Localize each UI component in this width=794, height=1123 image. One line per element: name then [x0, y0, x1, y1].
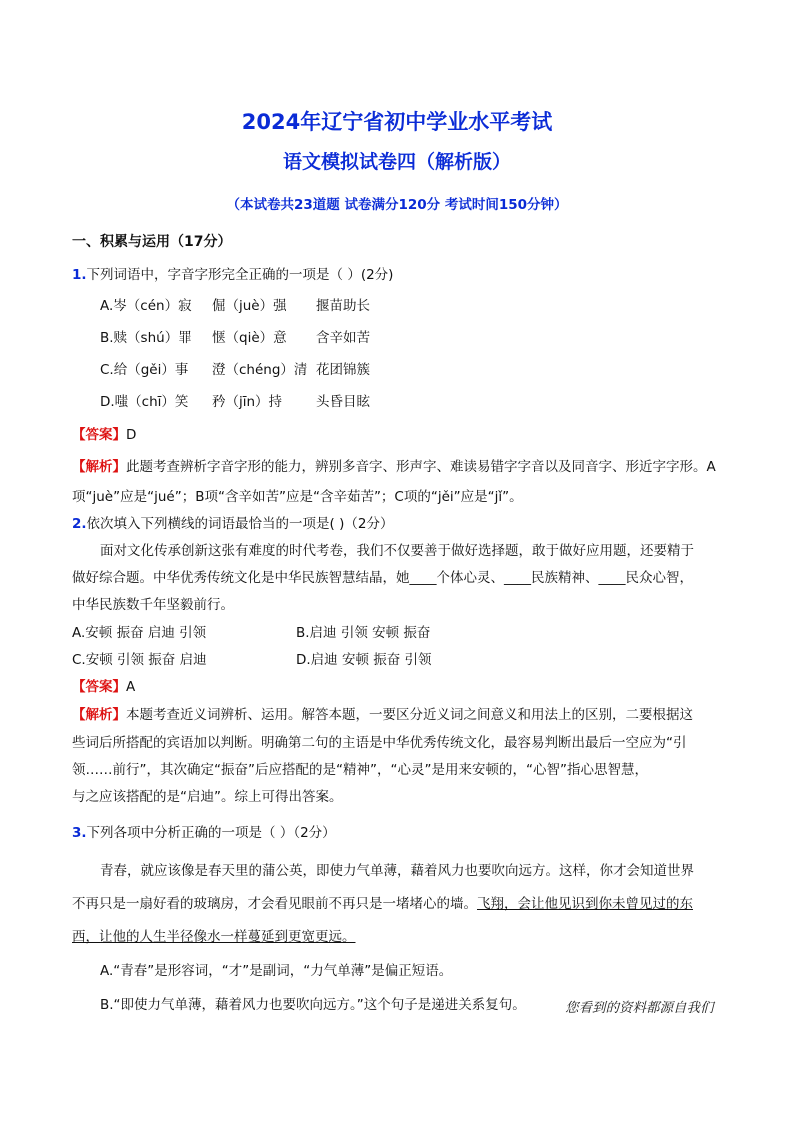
q3-passage-plain: 不再只是一扇好看的玻璃房，才会看见眼前不再只是一堵堵心的墙。 [72, 896, 477, 912]
answer-value: D [126, 427, 137, 443]
q2-passage-line1: 面对文化传承创新这张有难度的时代考卷，我们不仅要善于做好选择题，敢于做好应用题，还要精于 [100, 543, 694, 559]
answer-tag: 【答案】 [72, 679, 126, 695]
option-b-2: 惬（qiè）意 [212, 330, 287, 346]
option-d-1: D.嗤（chī）笑 [100, 394, 189, 410]
answer-tag: 【答案】 [72, 427, 126, 443]
question-number: 1. [72, 267, 87, 283]
q3-option-b: B.“即使力气单薄，藉着风力也要吹向远方。”这个句子是递进关系复句。 [100, 997, 526, 1013]
answer-2 [72, 675, 135, 695]
analysis-2-line2: 些词后所搭配的宾语加以判断。明确第二句的主语是中华优秀传统文化，最容易判断出最后一空应为“引 [72, 735, 687, 751]
analysis-tag: 【解析】 [72, 707, 126, 723]
question-1 [72, 263, 393, 283]
question-number: 3. [72, 825, 87, 841]
q2-option-d: D.启迪 安顿 振奋 引领 [296, 652, 432, 668]
analysis-2-line3: 领……前行”，其次确定“振奋”后应搭配的是“精神”，“心灵”是用来安顿的，“心智”指心思智慧， [72, 762, 648, 778]
analysis-1-line1 [72, 455, 716, 475]
option-a-1: A.岑（cén）寂 [100, 298, 192, 314]
question-2 [72, 512, 393, 532]
option-c-1: C.给（gěi）事 [100, 362, 189, 378]
q3-option-a: A.“青春”是形容词，“才”是副词，“力气单薄”是偏正短语。 [100, 963, 453, 979]
option-a-3: 揠苗助长 [316, 298, 370, 314]
q2-option-a: A.安顿 振奋 启迪 引领 [72, 625, 207, 641]
option-c-3: 花团锦簇 [316, 362, 370, 378]
analysis-text: 此题考查辨析字音字形的能力，辨别多音字、形声字、难读易错字字音以及同音字、形近字字形。A [126, 459, 716, 475]
answer-value: A [126, 679, 136, 695]
section-heading: 一、积累与运用（17分） [72, 234, 232, 250]
q3-passage-line2 [72, 892, 693, 912]
analysis-2-line1 [72, 703, 693, 723]
option-b-1: B.赎（shú）罪 [100, 330, 192, 346]
option-d-3: 头昏目眩 [316, 394, 370, 410]
question-stem: 下列词语中，字音字形完全正确的一项是（ ）(2分) [86, 267, 394, 283]
answer-1 [72, 423, 136, 443]
q2-option-c: C.安顿 引领 振奋 启迪 [72, 652, 207, 668]
q2-option-b: B.启迪 引领 安顿 振奋 [296, 625, 431, 641]
option-d-2: 矜（jīn）持 [212, 394, 283, 410]
analysis-text: 本题考查近义词辨析、运用。解答本题，一要区分近义词之间意义和用法上的区别，二要根据这 [126, 707, 693, 723]
q2-passage-line3: 中华民族数千年坚毅前行。 [72, 597, 234, 613]
analysis-2-line4: 与之应该搭配的是“启迪”。综上可得出答案。 [72, 789, 343, 805]
analysis-tag: 【解析】 [72, 459, 126, 475]
question-stem: 依次填入下列横线的词语最恰当的一项是( )（2分） [86, 516, 394, 532]
question-stem: 下列各项中分析正确的一项是（ ）（2分） [86, 825, 336, 841]
q3-passage-line1: 青春，就应该像是春天里的蒲公英，即使力气单薄，藉着风力也要吹向远方。这样，你才会知道世界 [100, 863, 694, 879]
question-number: 2. [72, 516, 87, 532]
option-a-2: 倔（juè）强 [212, 298, 287, 314]
q3-passage-line3: 西，让他的人生半径像水一样蔓延到更宽更远。 [72, 929, 356, 945]
analysis-1-line2: 项“juè”应是“jué”；B项“含辛如苦”应是“含辛茹苦”；C项的“jěi”应是“jǐ”。 [72, 489, 523, 505]
q3-passage-underlined: 飞翔，会让他见识到你未曾见过的东 [477, 896, 693, 912]
exam-subtitle: 语文模拟试卷四（解析版） [282, 151, 511, 173]
option-b-3: 含辛如苦 [316, 330, 370, 346]
watermark-text: 您看到的资料都源自我们 [565, 1000, 714, 1016]
option-c-2: 澄（chéng）清 [212, 362, 308, 378]
q2-passage-line2: 做好综合题。中华优秀传统文化是中华民族智慧结晶，她____个体心灵、____民族精神、____民众心智， [72, 570, 693, 586]
exam-title: 2024年辽宁省初中学业水平考试 [241, 110, 553, 134]
exam-info: （本试卷共23道题 试卷满分120分 考试时间150分钟） [226, 197, 568, 213]
question-3 [72, 821, 336, 841]
